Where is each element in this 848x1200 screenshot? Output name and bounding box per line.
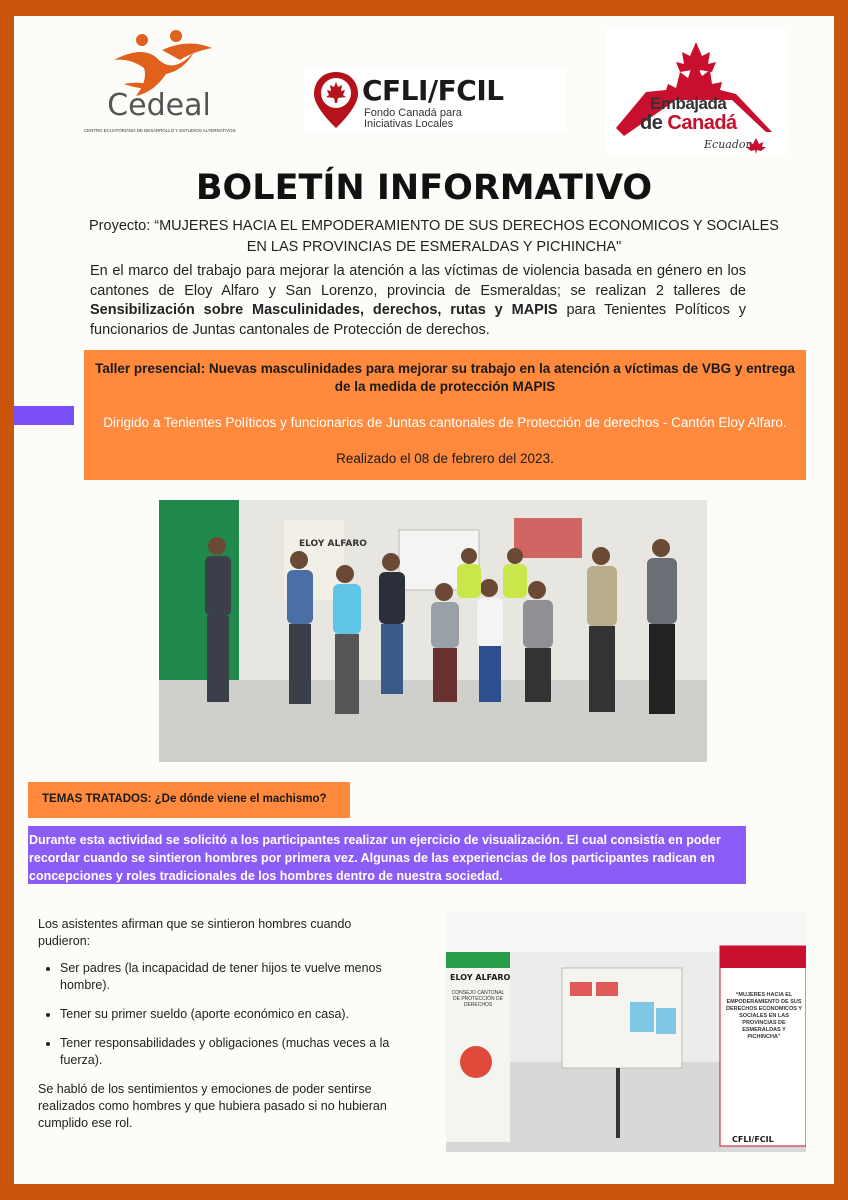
attendees-intro: Los asistentes afirman que se sintieron hombres cuando pudieron: [38, 917, 352, 948]
workshop-title: Taller presencial: Nuevas masculinidades para mejorar su trabajo en la atención a víctimas de VBG y entrega de la medida de protección MAPIS [95, 361, 795, 394]
project-name: Proyecto: “MUJERES HACIA EL EMPODERAMIENTO DE SUS DERECHOS ECONOMICOS Y SOCIALES EN LAS PROVINCIAS DE ESMERALDAS Y PICHINCHA" [89, 218, 779, 255]
cfli-logo [304, 68, 566, 132]
cfli-subtitle: Fondo Canadá para Iniciativas Locales [364, 107, 462, 130]
intro-bold: Sensibilización sobre Masculinidades, derechos, rutas y MAPIS [90, 302, 558, 318]
embassy-line1: Embajada [650, 94, 727, 113]
list-item: • Tener su primer sueldo (aporte económico en casa). [60, 1006, 398, 1023]
embassy-line2-country: Canadá [667, 112, 737, 134]
workshop-audience: Dirigido a Tenientes Políticos y funcionarios de Juntas cantonales de Protección de derechos - Cantón Eloy Alfaro. [103, 415, 787, 430]
attendees-section [38, 916, 398, 1132]
workshop-box [84, 350, 806, 480]
attendees-closing: Se habló de los sentimientos y emociones de poder sentirse realizados como hombres y que hubiera pasado si no hubieran cumplido ese rol. [38, 1082, 387, 1130]
list-item: • Tener responsabilidades y obligaciones (muchas veces a la fuerza). [60, 1035, 398, 1069]
cedeal-logo [84, 30, 234, 142]
intro-part2: para Tenientes Políticos y funcionarios de Juntas cantonales de Protección de derechos. [90, 302, 746, 338]
group-photo-illustration [159, 500, 707, 762]
embassy-line3: Ecuador [704, 138, 751, 151]
embassy-canada-logo [606, 28, 788, 154]
photo2-banner-left: ELOY ALFARO [450, 973, 511, 982]
workshop-date: Realizado el 08 de febrero del 2023. [336, 451, 554, 466]
maple-roof-icon [606, 28, 788, 154]
photo1-banner-text: ELOY ALFARO [299, 539, 367, 549]
attendees-list [38, 960, 398, 1069]
photo2-banner-right-text: “MUJERES HACIA EL EMPODERAMIENTO DE SUS DERECHOS ECONOMICOS Y SOCIALES EN LAS PROVINCIAS DE ESMERALDAS Y PICHINCHA” [726, 992, 802, 1040]
workshop-room-photo [446, 912, 806, 1152]
embassy-line2-prefix: de [640, 112, 668, 134]
bulletin-page [14, 16, 834, 1184]
cfli-title: CFLI/FCIL [362, 74, 504, 107]
intro-paragraph [90, 262, 746, 340]
cedeal-subtitle: CENTRO ECUATORIANO DE DESARROLLO Y ESTUDIOS ALTERNATIVOS [84, 128, 236, 133]
list-item: • Ser padres (la incapacidad de tener hijos te vuelve menos hombre). [60, 960, 398, 994]
group-photo [159, 500, 707, 762]
intro-part1: En el marco del trabajo para mejorar la atención a las víctimas de violencia basada en género en los cantones de Eloy Alfaro y San Lorenzo, provincia de Esmeraldas; se realizan 2 talleres de [90, 263, 746, 299]
map-pin-maple-icon [312, 70, 360, 130]
photo2-banner-left-sub: CONSEJO CANTONAL DE PROTECCIÓN DE DERECHOS [451, 990, 505, 1008]
photo2-banner-right-logo: CFLI/FCIL [732, 1135, 774, 1144]
activity-box: Durante esta actividad se solicitó a los participantes realizar un ejercicio de visualización. El cual consistía en poder recordar cuando se sintieron hombres por primera vez. Algunas de las experiencias de los participantes radican en concepciones y roles tradicionales de los hombres dentro de nuestra sociedad. [28, 826, 746, 884]
bulletin-title: BOLETÍN INFORMATIVO [195, 168, 653, 208]
cedeal-wordmark: Cedeal [107, 88, 211, 123]
embassy-line2 [640, 112, 737, 135]
accent-strip [14, 406, 74, 425]
topics-label: TEMAS TRATADOS: ¿De dónde viene el machismo? [28, 782, 350, 818]
